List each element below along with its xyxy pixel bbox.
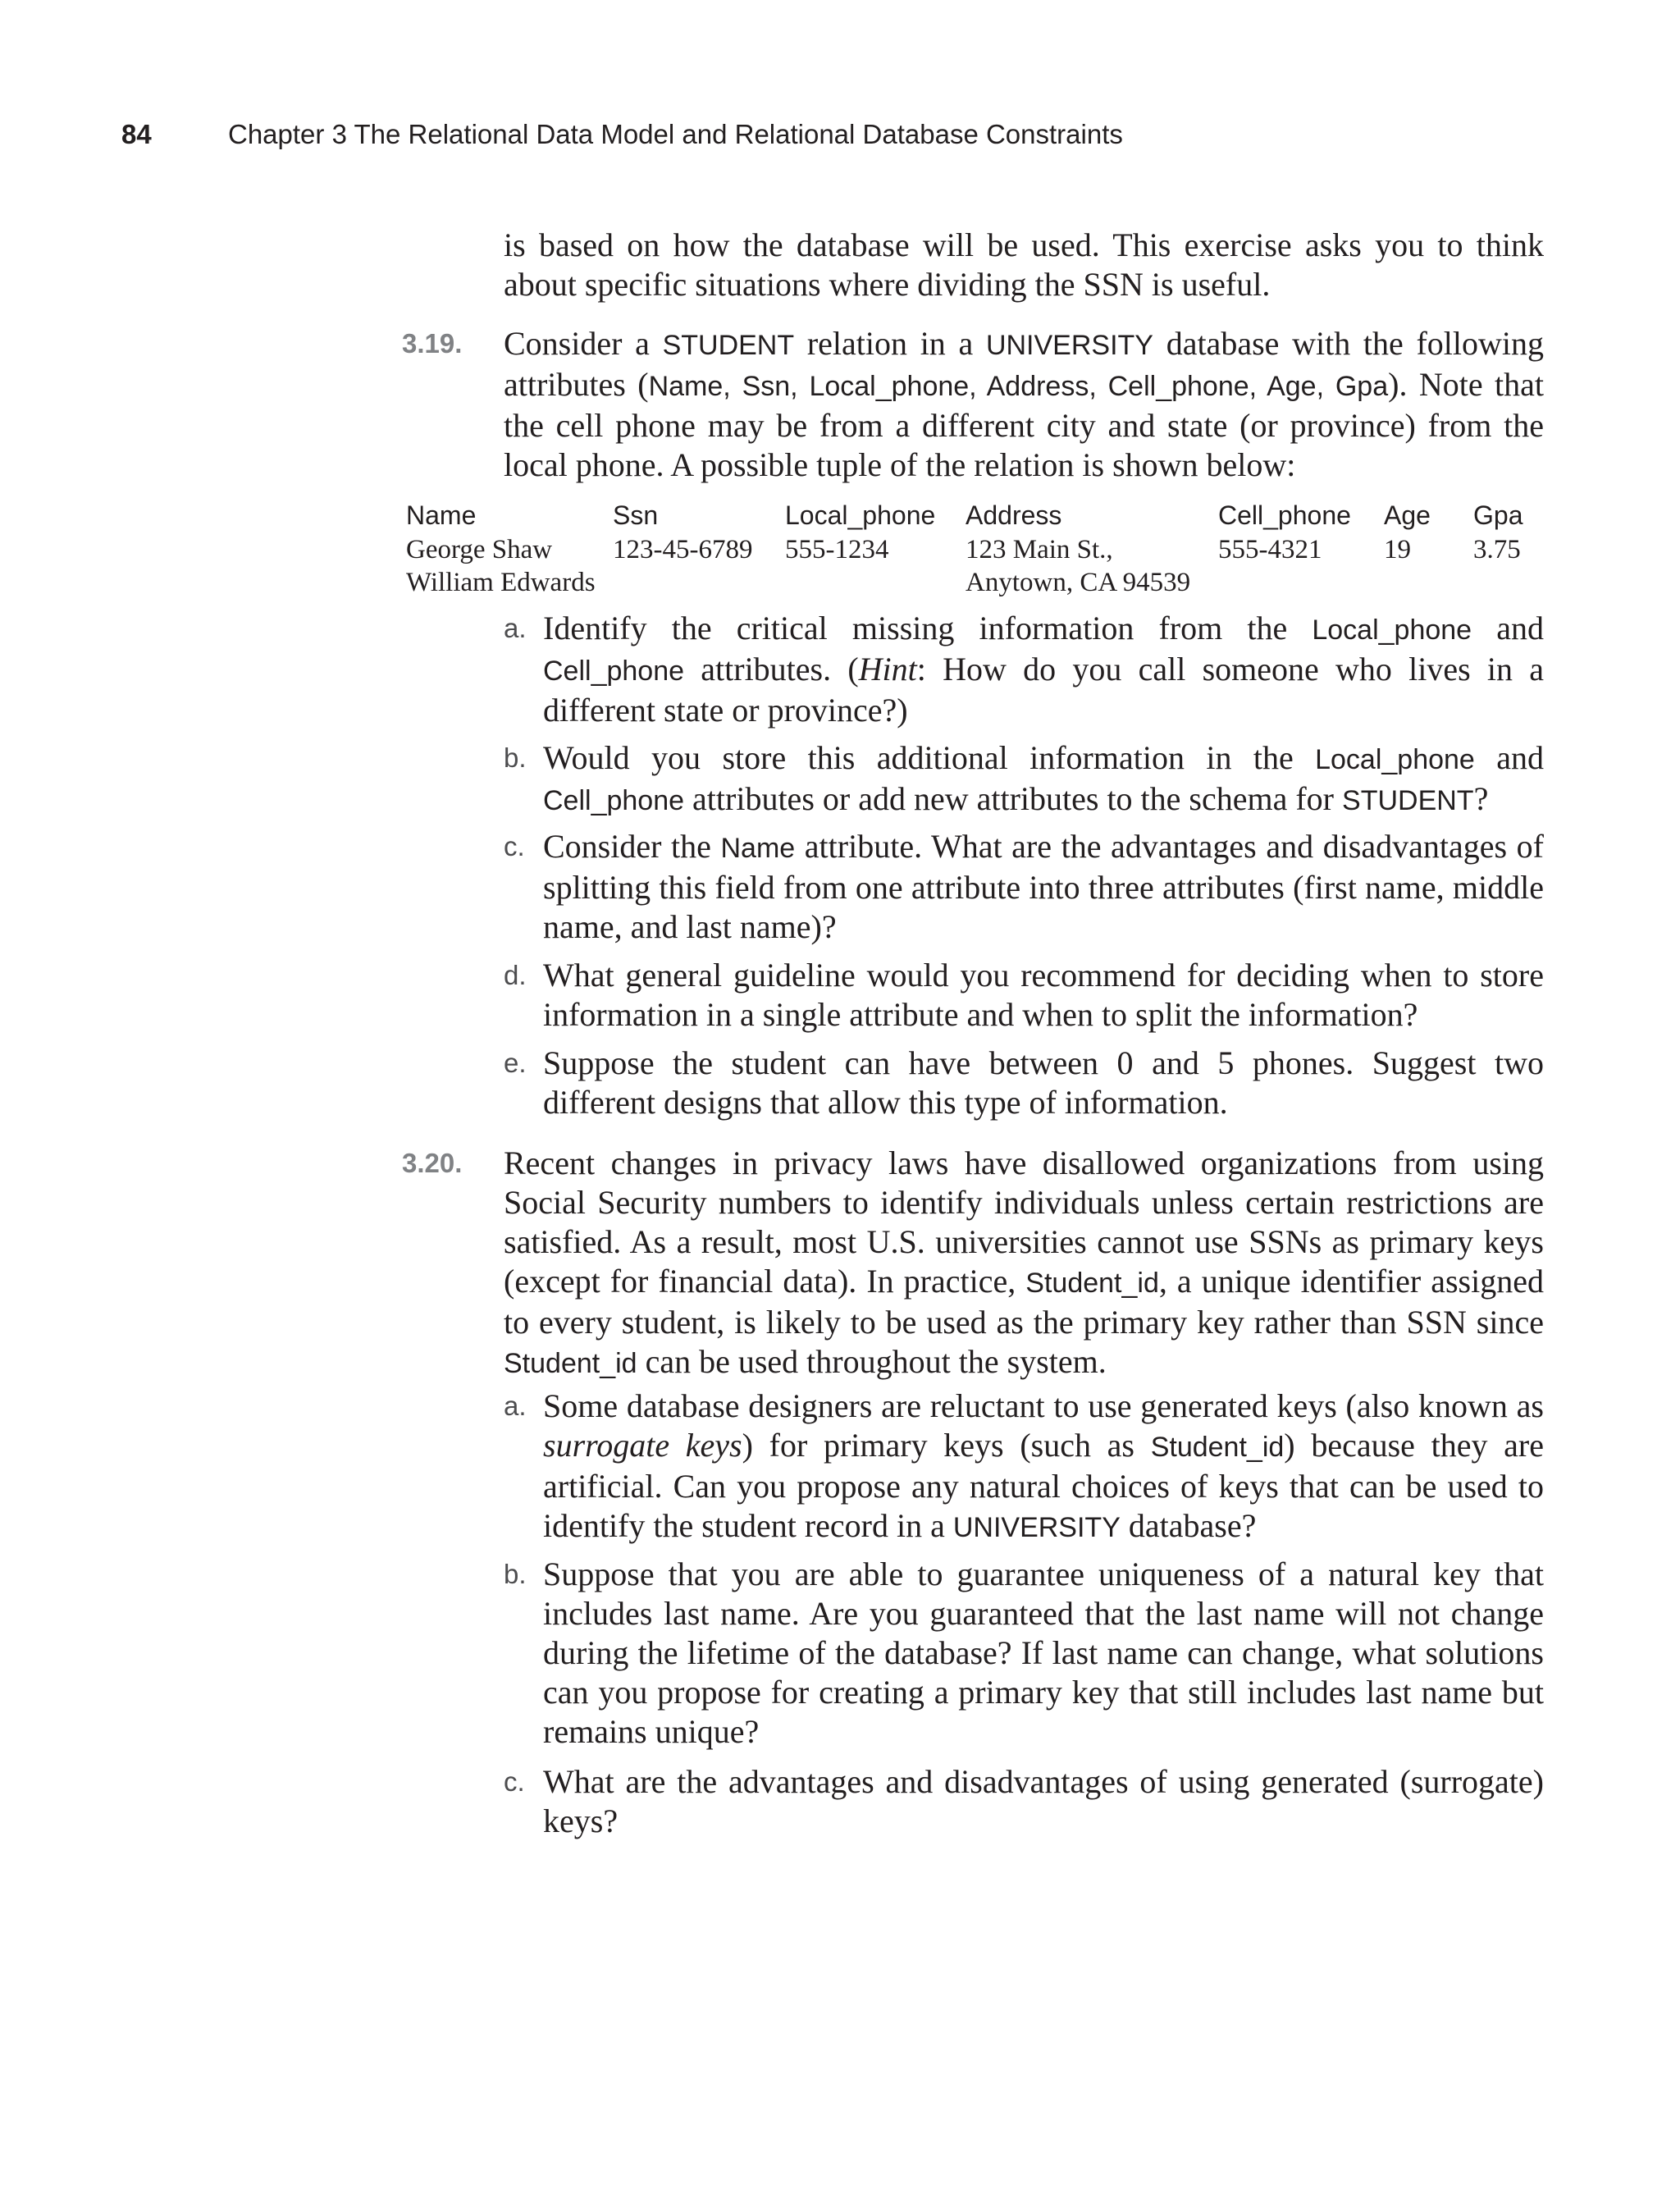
table-cell: 19: [1384, 535, 1411, 564]
item-letter: a.: [504, 613, 527, 643]
attribute-student-id: Student_id: [504, 1348, 637, 1379]
entity-student: STUDENT: [662, 330, 795, 361]
table-cell: George Shaw: [406, 535, 553, 564]
table-header-name: Name: [406, 500, 477, 530]
attribute-student-id: Student_id: [1025, 1268, 1159, 1299]
item-letter: b.: [504, 1559, 527, 1589]
item-letter: e.: [504, 1048, 527, 1078]
attribute-local-phone: Local_phone: [1312, 614, 1472, 646]
table-cell: 555-4321: [1218, 535, 1322, 564]
table-header-ssn: Ssn: [613, 500, 659, 530]
table-header-gpa: Gpa: [1473, 500, 1523, 530]
attribute-cell-phone: Cell_phone: [543, 656, 685, 687]
item-letter: a.: [504, 1391, 527, 1421]
table-header-address: Address: [966, 500, 1062, 530]
exercise-number: 3.20.: [402, 1148, 463, 1178]
attribute-name: Name: [720, 833, 796, 864]
table-cell: 123-45-6789: [613, 535, 753, 564]
table-cell: Anytown, CA 94539: [966, 568, 1191, 597]
exercise-3-19-text: Consider a STUDENT relation in a UNIVERSITY database with the following attributes (Name, Ssn, Local_phone, Address, Cell_phone, Age, Gpa). Note that the cell phone may be from a different city and state (or province) from the local phone. A possible tuple of the relation is shown below:: [504, 325, 1545, 483]
chapter-title: Chapter 3 The Relational Data Model and Relational Database Constraints: [228, 119, 1123, 149]
table-cell: 123 Main St.,: [966, 535, 1113, 564]
hint-label: Hint: [858, 651, 917, 688]
table-cell: 3.75: [1473, 535, 1521, 564]
item-letter: b.: [504, 742, 527, 773]
item-letter: c.: [504, 831, 525, 861]
attribute-local-phone: Local_phone: [1315, 744, 1475, 775]
intro-paragraph: is based on how the database will be used. This exercise asks you to think about specific situations where dividing the SSN is useful.: [504, 226, 1544, 303]
table-header-cell-phone: Cell_phone: [1218, 500, 1351, 530]
item-letter: d.: [504, 960, 527, 990]
attribute-cell-phone: Cell_phone: [543, 785, 685, 816]
table-header-age: Age: [1384, 500, 1431, 530]
running-head: [0, 119, 1680, 160]
table-cell: 555-1234: [785, 535, 889, 564]
item-letter: c.: [504, 1766, 525, 1797]
page-number: 84: [121, 119, 152, 149]
attribute-list: Name, Ssn, Local_phone, Address, Cell_phone, Age, Gpa: [648, 371, 1389, 402]
exercise-3-20-text: Recent changes in privacy laws have disallowed organizations from using Social Security numbers to identify individuals unless certain restrictions are satisfied. As a result, most U.S. universities cannot use SSNs as primary keys (except for financial data). In practice, Student_id, a unique identifier assigned to every student, is likely to be used as the primary key rather than SSN since Student_id can be used throughout the system.: [504, 1144, 1544, 1380]
table-cell: William Edwards: [406, 568, 596, 597]
entity-student: STUDENT: [1342, 785, 1474, 816]
exercise-number: 3.19.: [402, 328, 463, 359]
attribute-student-id: Student_id: [1150, 1432, 1285, 1463]
entity-university: UNIVERSITY: [985, 330, 1153, 361]
entity-university: UNIVERSITY: [952, 1512, 1121, 1543]
surrogate-keys-term: surrogate keys: [543, 1427, 742, 1464]
table-header-local-phone: Local_phone: [785, 500, 936, 530]
